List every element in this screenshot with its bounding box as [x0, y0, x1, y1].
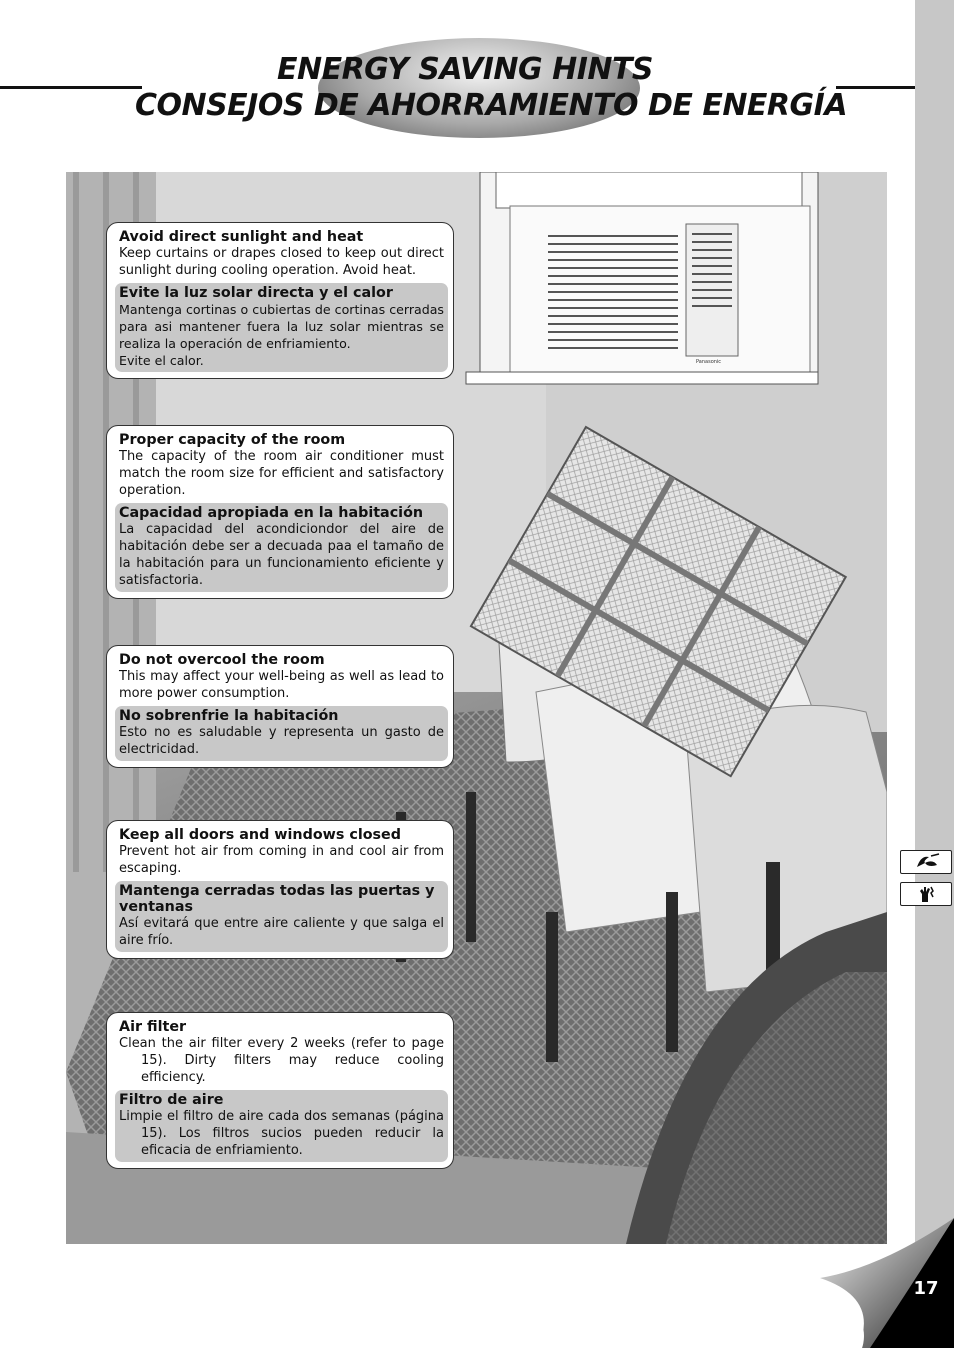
hint-es-section	[115, 283, 448, 372]
hint-title-en: Proper capacity of the room	[119, 432, 346, 448]
hint-body-en: This may affect your well-being as well as lead to more power consumption.	[119, 669, 444, 701]
hint-body-es: La capacidad del acondiciondor del aire de habitación debe ser a decuada paa el tamaño de la habitación para un funcionamiento eficiente y satisfactoria.	[119, 522, 444, 588]
hint-body-en: Prevent hot air from coming in and cool air from escaping.	[119, 844, 444, 876]
hint-title-es: Evite la luz solar directa y el calor	[119, 285, 393, 301]
hint-es-section	[115, 503, 448, 592]
hint-body-es: Así evitará que entre aire caliente y que salga el aire frío.	[119, 916, 444, 948]
hint-card-overcool	[106, 645, 454, 768]
hint-title-es: Mantenga cerradas todas las puertas y ventanas	[119, 883, 435, 915]
hint-card-air-filter	[106, 1012, 454, 1169]
hint-body-en: Keep curtains or drapes closed to keep out direct sunlight during cooling operation. Avoid heat.	[119, 246, 444, 278]
hint-body-es-2: Evite el calor.	[119, 353, 204, 368]
hint-title-es: Filtro de aire	[119, 1092, 224, 1108]
hint-title-es: No sobrenfrie la habitación	[119, 708, 339, 724]
hint-card-sunlight	[106, 222, 454, 379]
hint-es-section	[115, 706, 448, 761]
hint-title-en: Do not overcool the room	[119, 652, 325, 668]
hint-body-es: Esto no es saludable y representa un gasto de electricidad.	[119, 725, 444, 757]
hand-tools-icon	[900, 882, 952, 906]
hint-card-capacity	[106, 425, 454, 599]
hint-es-section	[115, 1090, 448, 1162]
hint-title-en: Avoid direct sunlight and heat	[119, 229, 364, 245]
hint-es-section	[115, 881, 448, 952]
page-title-en: ENERGY SAVING HINTS	[276, 52, 654, 87]
hint-title-en: Keep all doors and windows closed	[119, 827, 401, 843]
side-strip	[915, 0, 954, 1348]
hint-title-es: Capacidad apropiada en la habitación	[119, 505, 424, 521]
hint-card-doors-windows	[106, 820, 454, 959]
page-number: 17	[913, 1278, 939, 1299]
hint-body-es: Limpie el filtro de aire cada dos semanas (página 15). Los filtros sucios pueden reducir la eficacia de enfriamiento.	[119, 1109, 444, 1158]
cooling-fan-icon	[900, 850, 952, 874]
hint-title-en: Air filter	[119, 1019, 187, 1035]
hint-body-en: Clean the air filter every 2 weeks (refer to page 15). Dirty filters may reduce cooling efficiency.	[119, 1036, 444, 1085]
hint-body-en: The capacity of the room air conditioner must match the room size for efficient and satisfactory operation.	[119, 449, 444, 498]
panasonic-brand-label: Panasonic	[696, 359, 722, 365]
page-title-es: CONSEJOS DE AHORRAMIENTO DE ENERGÍA	[134, 88, 848, 123]
hint-body-es: Mantenga cortinas o cubiertas de cortinas cerradas para asi mantener fuera la luz solar mientras se realiza la operación de enfriamiento.	[119, 302, 444, 351]
